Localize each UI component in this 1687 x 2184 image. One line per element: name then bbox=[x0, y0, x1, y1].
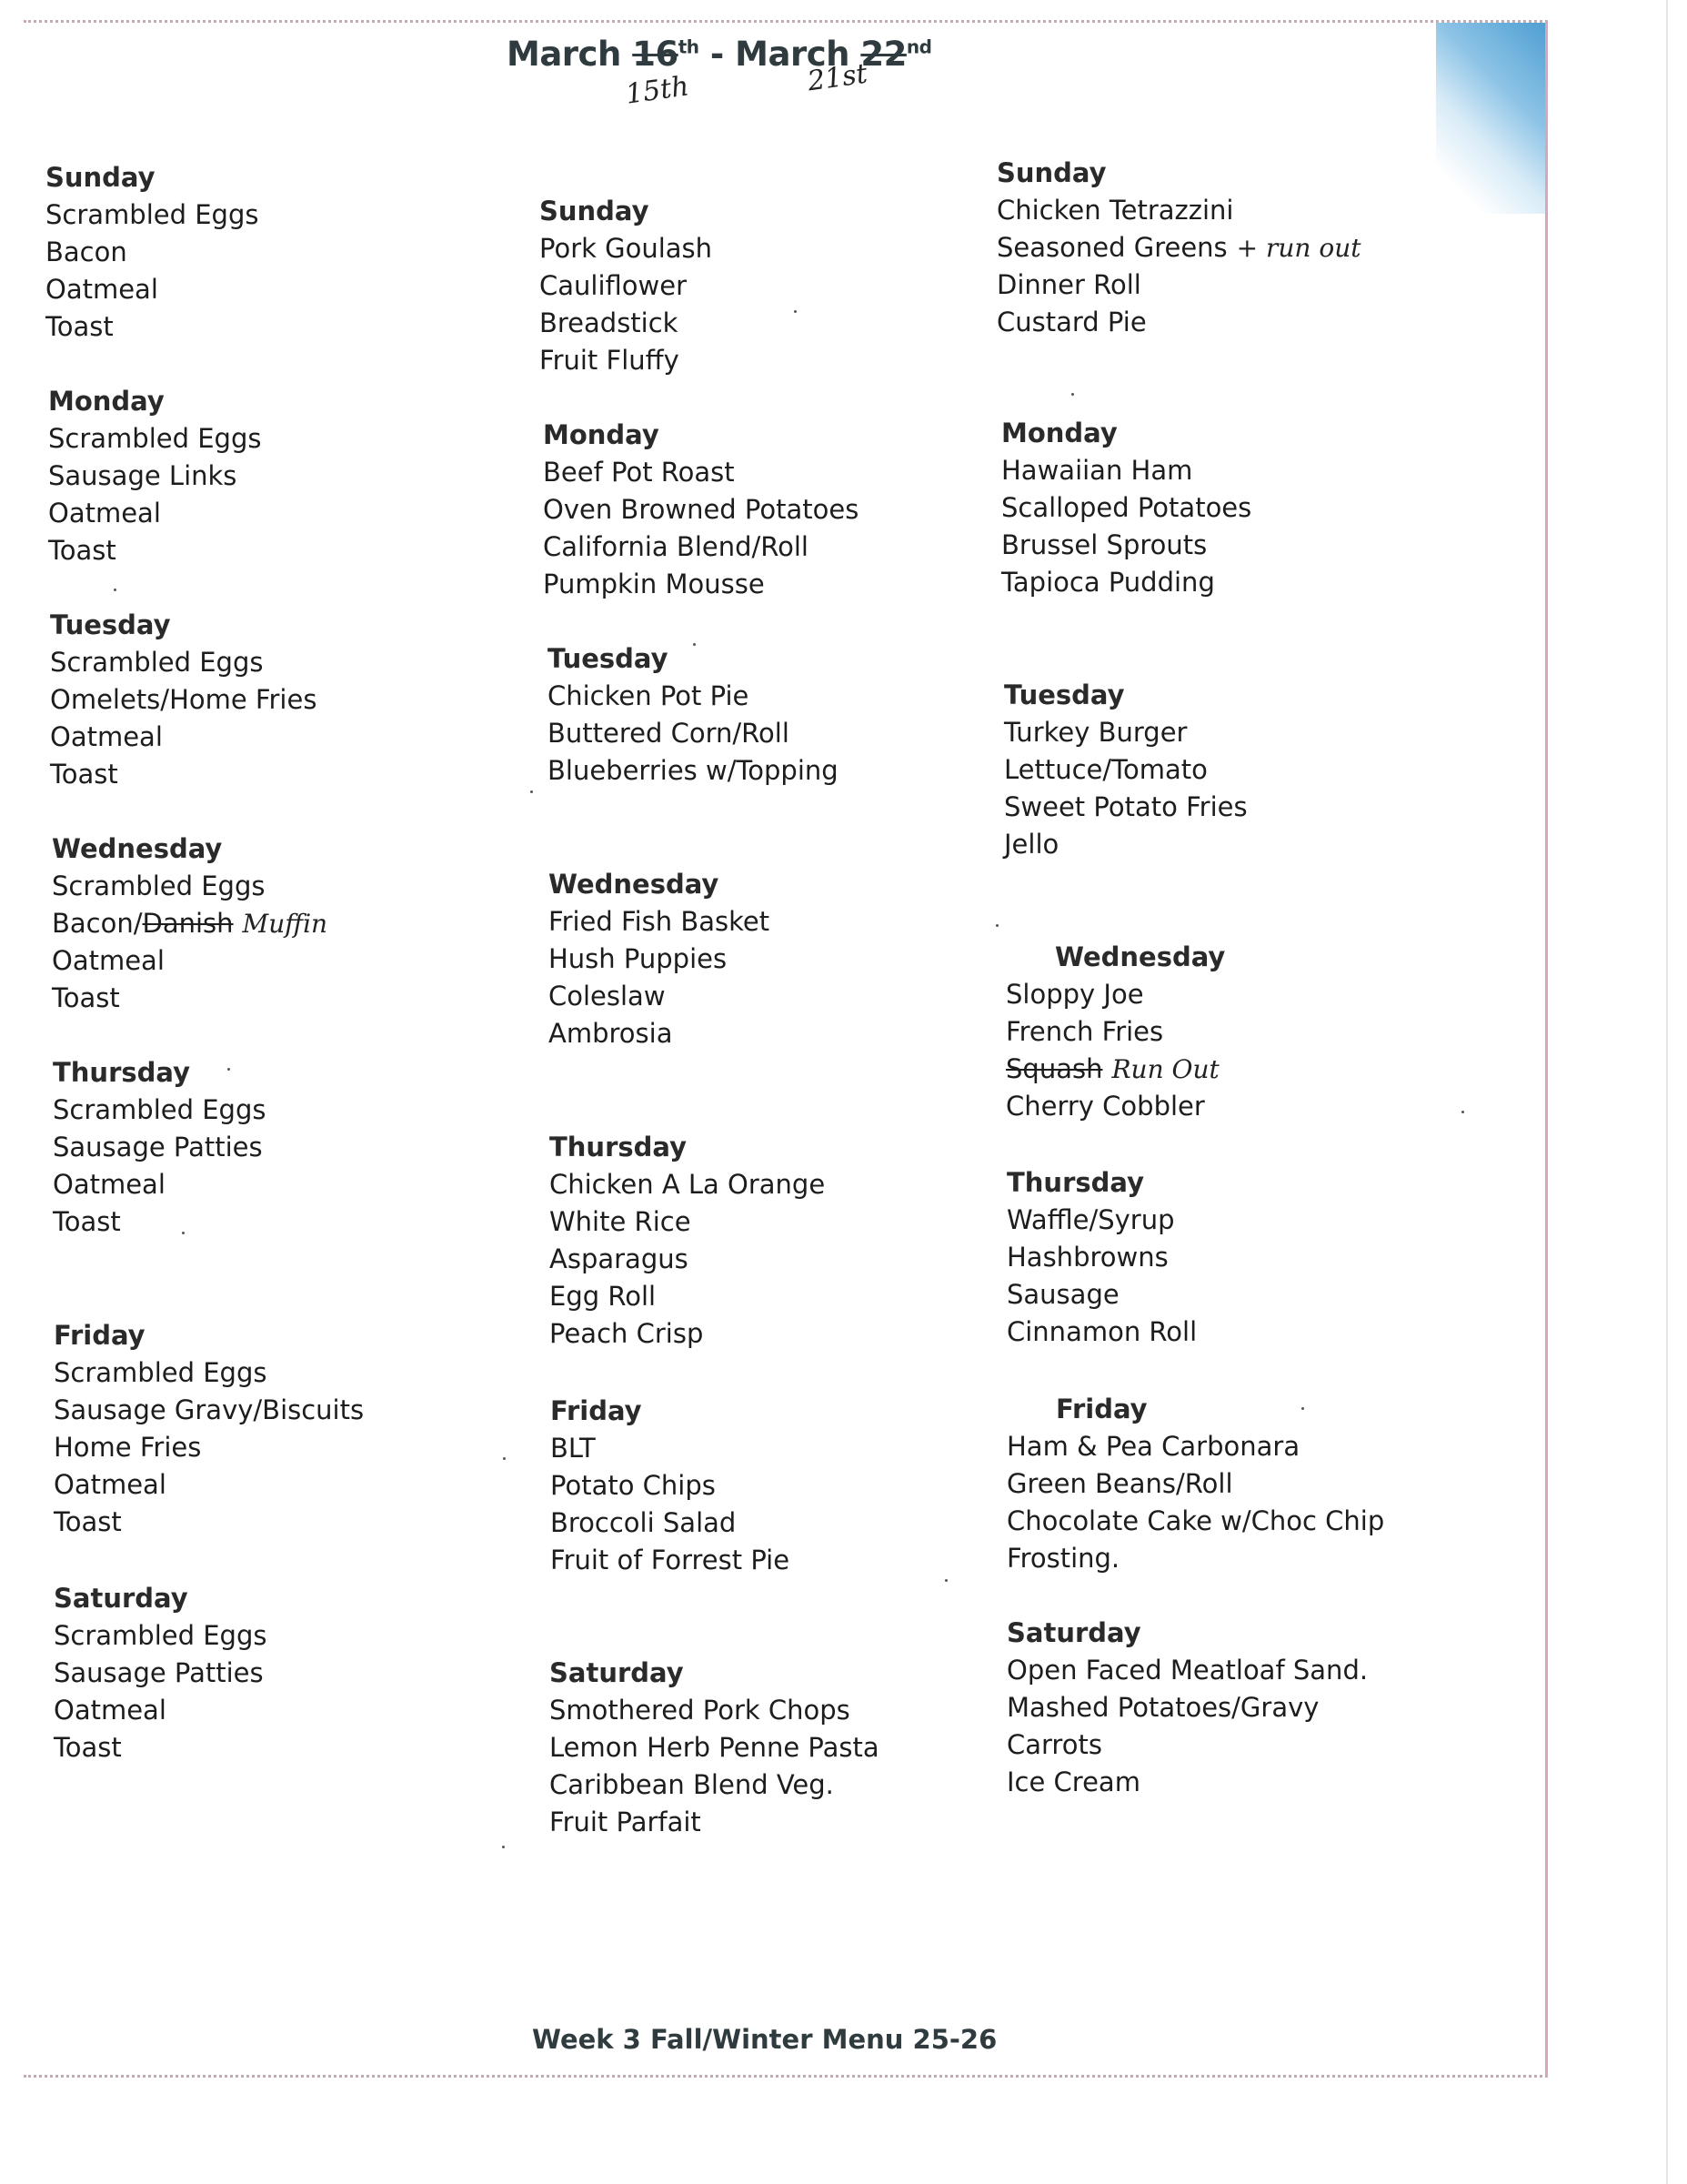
menu-item: Toast bbox=[53, 1206, 121, 1237]
menu-item: Breadstick bbox=[539, 307, 678, 338]
menu-item: Brussel Sprouts bbox=[1001, 529, 1208, 560]
menu-item: Blueberries w/Topping bbox=[547, 755, 838, 786]
menu-item: Smothered Pork Chops bbox=[549, 1695, 850, 1726]
breakfast-friday bbox=[54, 1317, 527, 1541]
lunch-thursday bbox=[549, 1129, 1022, 1353]
menu-item-edited bbox=[1006, 1051, 1479, 1088]
dinner-friday bbox=[1007, 1391, 1480, 1577]
menu-item: Oven Browned Potatoes bbox=[543, 494, 859, 525]
menu-item: Omelets/Home Fries bbox=[50, 684, 317, 715]
scan-speck bbox=[945, 1579, 948, 1582]
day-heading: Thursday bbox=[53, 1057, 190, 1088]
menu-item: Hawaiian Ham bbox=[1001, 455, 1193, 486]
title-suffix-end: nd bbox=[906, 35, 932, 58]
day-heading: Friday bbox=[1056, 1394, 1148, 1424]
scan-speck bbox=[1071, 393, 1074, 396]
menu-item: Frosting. bbox=[1007, 1543, 1120, 1574]
menu-item: Sweet Potato Fries bbox=[1004, 791, 1248, 822]
menu-item: Toast bbox=[52, 982, 120, 1013]
menu-item-text: Bacon/ bbox=[52, 908, 143, 939]
day-heading: Monday bbox=[543, 419, 659, 450]
lunch-sunday bbox=[539, 193, 1012, 379]
menu-item: Fruit of Forrest Pie bbox=[550, 1545, 790, 1575]
menu-item: Chocolate Cake w/Choc Chip bbox=[1007, 1505, 1385, 1536]
menu-item: Sausage Gravy/Biscuits bbox=[54, 1394, 365, 1425]
menu-item: Toast bbox=[54, 1506, 122, 1537]
menu-item: Chicken Pot Pie bbox=[547, 680, 749, 711]
menu-item: Fruit Parfait bbox=[549, 1807, 701, 1837]
day-heading: Sunday bbox=[539, 196, 649, 226]
menu-item: Scrambled Eggs bbox=[50, 647, 264, 678]
title-separator: - bbox=[709, 35, 724, 74]
lunch-tuesday bbox=[547, 640, 1020, 790]
menu-item: Sausage Patties bbox=[54, 1657, 264, 1688]
menu-item: Peach Crisp bbox=[549, 1318, 704, 1349]
menu-item: Home Fries bbox=[54, 1432, 202, 1463]
menu-item: Scrambled Eggs bbox=[52, 871, 266, 901]
menu-item: Oatmeal bbox=[45, 274, 158, 305]
menu-item: Oatmeal bbox=[53, 1169, 166, 1200]
title-month-start: March bbox=[507, 35, 621, 74]
scan-speck bbox=[227, 1068, 230, 1071]
menu-item: Asparagus bbox=[549, 1243, 688, 1274]
menu-item: Fried Fish Basket bbox=[548, 906, 770, 937]
menu-item: Carrots bbox=[1007, 1729, 1102, 1760]
menu-item: Mashed Potatoes/Gravy bbox=[1007, 1692, 1320, 1723]
day-heading: Tuesday bbox=[547, 643, 668, 674]
scan-speck bbox=[530, 790, 533, 793]
menu-item: Oatmeal bbox=[52, 945, 165, 976]
menu-item: Cherry Cobbler bbox=[1006, 1091, 1205, 1122]
day-heading: Thursday bbox=[1007, 1167, 1144, 1198]
menu-item: Scrambled Eggs bbox=[45, 199, 259, 230]
handwritten-end-date: 21st bbox=[805, 57, 869, 98]
menu-item: Ham & Pea Carbonara bbox=[1007, 1431, 1300, 1462]
day-heading: Wednesday bbox=[1055, 941, 1226, 972]
dinner-thursday bbox=[1007, 1164, 1480, 1351]
menu-item: Hashbrowns bbox=[1007, 1242, 1169, 1273]
menu-item: Dinner Roll bbox=[997, 269, 1141, 300]
menu-item: Buttered Corn/Roll bbox=[547, 718, 789, 749]
scan-speck bbox=[502, 1846, 505, 1848]
day-heading: Friday bbox=[54, 1320, 146, 1351]
menu-item: Scrambled Eggs bbox=[54, 1620, 267, 1651]
breakfast-thursday bbox=[53, 1054, 526, 1241]
menu-item: Pumpkin Mousse bbox=[543, 569, 765, 599]
title-day-start-struck: 16 bbox=[632, 35, 678, 74]
menu-item: Toast bbox=[48, 535, 116, 566]
handwritten-note: + run out bbox=[1236, 233, 1361, 263]
menu-item: Sausage Links bbox=[48, 460, 237, 491]
menu-item: Scrambled Eggs bbox=[53, 1094, 266, 1125]
menu-item: Tapioca Pudding bbox=[1001, 567, 1215, 598]
menu-item-edited bbox=[997, 229, 1470, 267]
title-day-end-struck: 22 bbox=[860, 35, 907, 74]
day-heading: Wednesday bbox=[52, 833, 223, 864]
menu-item: Broccoli Salad bbox=[550, 1507, 737, 1538]
menu-footer: Week 3 Fall/Winter Menu 25-26 bbox=[532, 2024, 998, 2055]
menu-item: Toast bbox=[54, 1732, 122, 1763]
menu-item: Toast bbox=[50, 759, 118, 790]
dinner-saturday bbox=[1007, 1615, 1480, 1801]
menu-item: Potato Chips bbox=[550, 1470, 716, 1501]
day-heading: Saturday bbox=[1007, 1617, 1141, 1648]
scan-edge-line bbox=[1666, 0, 1668, 2184]
menu-item-text: Seasoned Greens bbox=[997, 232, 1228, 263]
menu-item: Turkey Burger bbox=[1004, 717, 1188, 748]
day-heading: Saturday bbox=[54, 1583, 188, 1614]
menu-item: Toast bbox=[45, 311, 114, 342]
lunch-saturday bbox=[549, 1655, 1022, 1841]
title-suffix-start: th bbox=[678, 35, 699, 58]
menu-item: Pork Goulash bbox=[539, 233, 713, 264]
handwritten-start-date: 15th bbox=[623, 70, 691, 111]
menu-item: Beef Pot Roast bbox=[543, 457, 735, 488]
menu-item: Chicken Tetrazzini bbox=[997, 195, 1234, 226]
title-month-end: March bbox=[735, 35, 849, 74]
menu-item: Sloppy Joe bbox=[1006, 979, 1144, 1010]
menu-item: Hush Puppies bbox=[548, 943, 728, 974]
menu-item: BLT bbox=[550, 1433, 596, 1464]
struck-item-text: Squash bbox=[1006, 1053, 1103, 1084]
lunch-friday bbox=[550, 1393, 1023, 1579]
dinner-monday bbox=[1001, 415, 1474, 601]
menu-item: Ambrosia bbox=[548, 1018, 673, 1049]
menu-item: Caribbean Blend Veg. bbox=[549, 1769, 834, 1800]
menu-item: Jello bbox=[1004, 829, 1059, 860]
menu-item: Lemon Herb Penne Pasta bbox=[549, 1732, 879, 1763]
scan-speck bbox=[1461, 1111, 1464, 1113]
menu-item: Chicken A La Orange bbox=[549, 1169, 826, 1200]
breakfast-saturday bbox=[54, 1580, 527, 1766]
day-heading: Monday bbox=[1001, 418, 1118, 448]
menu-item: Coleslaw bbox=[548, 981, 666, 1011]
menu-item: White Rice bbox=[549, 1206, 691, 1237]
day-heading: Monday bbox=[48, 386, 165, 417]
scan-speck bbox=[503, 1457, 506, 1460]
scan-speck bbox=[182, 1232, 185, 1234]
dinner-sunday bbox=[997, 155, 1470, 341]
day-heading: Wednesday bbox=[548, 869, 719, 900]
day-heading: Tuesday bbox=[50, 609, 171, 640]
breakfast-monday bbox=[48, 383, 521, 569]
menu-item: Waffle/Syrup bbox=[1007, 1204, 1175, 1235]
lunch-monday bbox=[543, 417, 1016, 603]
day-heading: Saturday bbox=[549, 1657, 684, 1688]
day-heading: Friday bbox=[550, 1395, 642, 1426]
day-heading: Sunday bbox=[997, 157, 1107, 188]
menu-item: Scrambled Eggs bbox=[48, 423, 262, 454]
menu-item: Custard Pie bbox=[997, 307, 1147, 337]
scan-speck bbox=[794, 310, 797, 313]
scan-speck bbox=[693, 643, 696, 646]
breakfast-wednesday bbox=[52, 830, 525, 1017]
menu-item: Sausage Patties bbox=[53, 1132, 263, 1162]
menu-item: Lettuce/Tomato bbox=[1004, 754, 1208, 785]
day-heading: Tuesday bbox=[1004, 679, 1125, 710]
scan-speck bbox=[114, 589, 116, 591]
dinner-wednesday bbox=[1006, 939, 1479, 1125]
menu-item: Cauliflower bbox=[539, 270, 688, 301]
menu-item: Ice Cream bbox=[1007, 1766, 1140, 1797]
dinner-tuesday bbox=[1004, 677, 1477, 863]
day-heading: Sunday bbox=[45, 162, 156, 193]
menu-item: Green Beans/Roll bbox=[1007, 1468, 1233, 1499]
menu-item: Open Faced Meatloaf Sand. bbox=[1007, 1655, 1369, 1686]
menu-item: Scrambled Eggs bbox=[54, 1357, 267, 1388]
menu-item: Oatmeal bbox=[50, 721, 163, 752]
menu-item-edited bbox=[52, 905, 525, 942]
menu-item: Fruit Fluffy bbox=[539, 345, 679, 376]
menu-item: Bacon bbox=[45, 237, 127, 267]
scan-speck bbox=[996, 924, 999, 927]
page-title bbox=[507, 35, 931, 74]
menu-item: Oatmeal bbox=[54, 1695, 166, 1726]
menu-item: Oatmeal bbox=[54, 1469, 166, 1500]
menu-item: French Fries bbox=[1006, 1016, 1164, 1047]
handwritten-note: Run Out bbox=[1111, 1054, 1220, 1084]
menu-item: California Blend/Roll bbox=[543, 531, 808, 562]
breakfast-sunday bbox=[45, 159, 518, 346]
day-heading: Thursday bbox=[549, 1132, 687, 1162]
struck-item-text: Danish bbox=[142, 908, 234, 939]
scan-speck bbox=[1301, 1407, 1304, 1410]
breakfast-tuesday bbox=[50, 607, 523, 793]
menu-item: Oatmeal bbox=[48, 498, 161, 528]
menu-item: Cinnamon Roll bbox=[1007, 1316, 1198, 1347]
handwritten-note: Muffin bbox=[242, 909, 328, 939]
menu-item: Scalloped Potatoes bbox=[1001, 492, 1252, 523]
lunch-wednesday bbox=[548, 866, 1021, 1052]
menu-item: Egg Roll bbox=[549, 1281, 657, 1312]
menu-item: Sausage bbox=[1007, 1279, 1120, 1310]
